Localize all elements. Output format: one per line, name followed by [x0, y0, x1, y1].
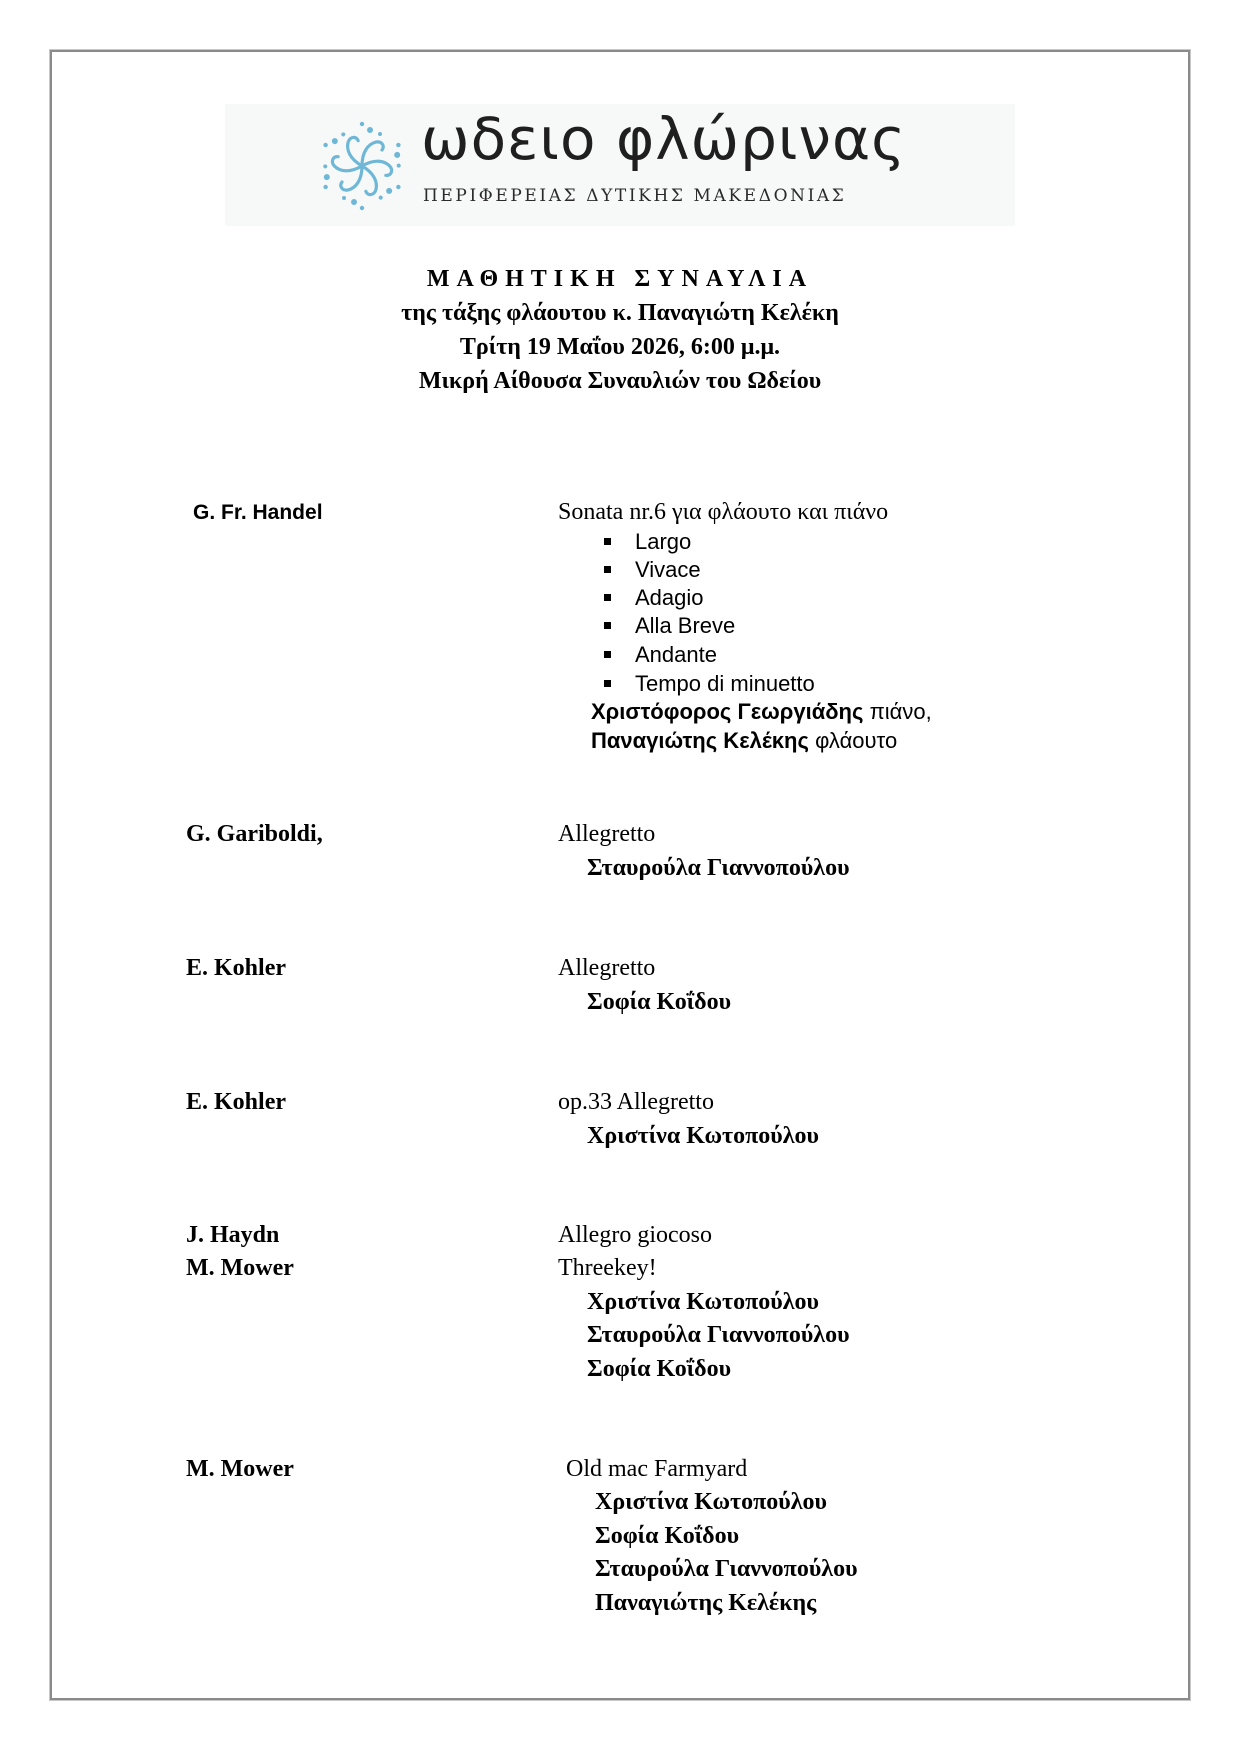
composer-name: G. Fr. Handel: [193, 501, 323, 524]
movement-item: Tempo di minuetto: [635, 671, 815, 696]
movement-item: Adagio: [635, 585, 704, 610]
bullet-icon: [604, 651, 611, 658]
movement-item: Alla Breve: [635, 613, 736, 638]
concert-title: ΜΑΘΗΤΙΚΗ ΣΥΝΑΥΛΙΑ: [426, 266, 814, 292]
concert-header: [0, 262, 1240, 398]
composer-name: M. Mower: [186, 1255, 294, 1281]
performer-credit: Παναγιώτης Κελέκης φλάουτο: [591, 728, 898, 753]
composer-name: M. Mower: [186, 1456, 294, 1482]
school-subtitle: ΠΕΡΙΦΕΡΕΙΑΣ ΔΥΤΙΚΗΣ ΜΑΚΕΔΟΝΙΑΣ: [423, 186, 847, 206]
venue-line: Μικρή Αίθουσα Συναυλιών του Ωδείου: [418, 368, 822, 394]
performer-name: Σταυρούλα Γιαννοπούλου: [587, 1322, 850, 1348]
school-name: ωδειο φλώρινας: [421, 105, 907, 173]
composer-name: J. Haydn: [186, 1222, 280, 1248]
piece-title: op.33 Allegretto: [558, 1089, 714, 1115]
date-line: Τρίτη 19 Μαΐου 2026, 6:00 μ.μ.: [459, 334, 781, 360]
piece-title: Threekey!: [558, 1255, 657, 1281]
bullet-icon: [604, 622, 611, 629]
movement-item: Largo: [635, 529, 692, 554]
performer-name: Σταυρούλα Γιαννοπούλου: [595, 1556, 858, 1582]
performer-name: Σοφία Κοΐδου: [595, 1523, 740, 1549]
performer-name: Σοφία Κοΐδου: [587, 1356, 732, 1382]
piece-title: Allegretto: [558, 821, 656, 847]
performer-name: Χριστίνα Κωτοπούλου: [587, 1289, 819, 1315]
bullet-icon: [604, 566, 611, 573]
performer-name: Σοφία Κοΐδου: [587, 989, 732, 1015]
bullet-icon: [604, 680, 611, 687]
composer-name: G. Gariboldi,: [186, 821, 323, 847]
movement-item: Andante: [635, 642, 717, 667]
movement-item: Vivace: [635, 557, 701, 582]
class-line: της τάξης φλάουτου κ. Παναγιώτη Κελέκη: [401, 300, 839, 326]
bullet-icon: [604, 538, 611, 545]
logo: [225, 104, 1015, 226]
composer-name: E. Kohler: [186, 1089, 286, 1115]
piece-title: Sonata nr.6 για φλάουτο και πιάνο: [558, 499, 889, 525]
piece-title: Old mac Farmyard: [566, 1456, 748, 1482]
flower-logo-icon: [310, 114, 414, 218]
performer-name: Χριστίνα Κωτοπούλου: [587, 1123, 819, 1149]
performer-name: Παναγιώτης Κελέκης: [595, 1590, 817, 1616]
performer-name: Σταυρούλα Γιαννοπούλου: [587, 855, 850, 881]
piece-title: Allegretto: [558, 955, 656, 981]
composer-name: E. Kohler: [186, 955, 286, 981]
bullet-icon: [604, 594, 611, 601]
performer-name: Χριστίνα Κωτοπούλου: [595, 1489, 827, 1515]
piece-title: Allegro giocoso: [558, 1222, 712, 1248]
performer-credit: Χριστόφορος Γεωργιάδης πιάνο,: [591, 699, 932, 724]
